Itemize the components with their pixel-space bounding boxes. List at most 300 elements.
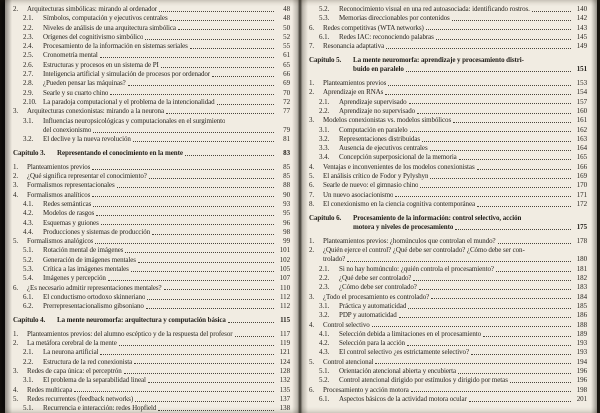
page-number: 143 [576, 23, 587, 32]
leader-dots [458, 371, 571, 374]
entry-title: ¿Pueden pensar las máquinas? [43, 79, 126, 88]
page-number: 99 [283, 237, 290, 246]
entry-number: 2. [13, 5, 19, 13]
leader-dots [496, 269, 571, 272]
entry-number: 7. [309, 190, 315, 199]
entry-number: 2. [309, 88, 315, 97]
toc-entry-line [309, 98, 587, 107]
page-number: 178 [576, 236, 587, 245]
page-number: 72 [283, 97, 290, 106]
page-number: 182 [576, 274, 587, 283]
toc-entry-line [13, 14, 290, 23]
page-number: 169 [576, 172, 587, 181]
entry-title: Memorias direccionables por contenidos [339, 14, 450, 23]
page-number: 117 [279, 329, 290, 338]
leader-dots [145, 37, 274, 40]
toc-entry-line [309, 395, 587, 404]
toc-chapter-line [309, 223, 587, 232]
entry-title: Orientación atencional abierta y encubierta [339, 366, 457, 375]
entry-number: 4.2. [23, 209, 34, 218]
leader-dots [477, 204, 571, 207]
toc-entry-line [309, 302, 587, 311]
page-number: 65 [283, 60, 290, 69]
leader-dots [430, 148, 571, 151]
entry-number: 3.3. [319, 144, 330, 153]
page-number: 88 [283, 181, 290, 190]
leader-dots [385, 92, 571, 95]
entry-number: 5.1. [319, 366, 330, 375]
page-number: 175 [576, 223, 587, 232]
leader-dots [166, 111, 274, 114]
leader-dots [138, 260, 274, 263]
page-number: 124 [279, 357, 290, 366]
leader-dots [95, 241, 274, 244]
leader-dots [149, 176, 274, 179]
page-number: 170 [576, 181, 587, 190]
leader-dots [164, 287, 274, 290]
toc-entry-line [309, 200, 587, 209]
entry-title: Orígenes del cognitivismo simbólico [43, 32, 144, 41]
page-number: 163 [576, 134, 587, 143]
entry-number: 1. [309, 236, 315, 245]
leader-dots [147, 297, 274, 300]
page-number: 48 [283, 5, 290, 13]
leader-dots [410, 129, 571, 132]
leader-dots [161, 65, 274, 68]
entry-title: Control atencional [323, 357, 374, 366]
entry-title: Inteligencia artificial y simulación de procesos por ordenador [43, 70, 211, 79]
entry-title: Redes multicapa [27, 385, 73, 394]
toc-entry-line [309, 107, 587, 116]
leader-dots [455, 227, 571, 230]
entry-number: 6. [309, 23, 315, 32]
leader-dots [117, 185, 274, 188]
toc-entry-line [309, 311, 587, 320]
leader-dots [430, 176, 571, 179]
entry-number: 5.3. [23, 265, 34, 274]
entry-title: Aprendizaje supervisado [339, 97, 407, 106]
page-number: 164 [576, 144, 587, 153]
entry-number: 5.1. [23, 246, 34, 255]
page-number: 93 [283, 199, 290, 208]
page-number: 121 [279, 348, 290, 357]
entry-number: 2.2. [319, 274, 330, 283]
toc-entry-line [13, 24, 290, 33]
leader-dots [92, 167, 274, 170]
entry-title: Planteamientos previos: del alumno escéptico y de la respuesta del profesor [27, 329, 233, 338]
leader-dots [498, 241, 571, 244]
page-number: 70 [283, 88, 290, 97]
toc-entry-line [13, 209, 290, 218]
leader-dots [131, 269, 274, 272]
leader-dots [399, 315, 571, 318]
toc-entry-line [309, 24, 587, 33]
entry-number: 5. [309, 172, 315, 181]
toc-entry-line [13, 348, 290, 357]
entry-title: Concepción superposicional de la memoria [339, 153, 457, 162]
toc-entry-line [309, 274, 587, 283]
entry-number: 2.1. [319, 264, 330, 273]
entry-title: Selección debida a limitaciones en el procesamiento [339, 329, 482, 338]
entry-number: 6. [13, 283, 19, 292]
leader-dots [386, 46, 571, 49]
entry-number: 5.2. [23, 255, 34, 264]
leader-dots [235, 334, 275, 337]
entry-title: Modelos de rasgos [43, 209, 95, 218]
page-number: 61 [283, 51, 290, 60]
entry-title: Niveles de análisis de una arquitectura simbólica [43, 23, 176, 32]
leader-dots [406, 69, 571, 72]
entry-number: 5.2. [319, 376, 330, 385]
entry-title: Aprendizaje no supervisado [339, 106, 416, 115]
entry-title: Modelos conexionistas vs. modelos simbólicos [323, 116, 452, 125]
toc-entry-line [13, 274, 290, 283]
page-number: 95 [283, 209, 290, 218]
leader-dots [212, 74, 274, 77]
page-number: 112 [279, 302, 290, 311]
entry-title: Resonancia adaptativa [323, 42, 385, 51]
entry-number: 3. [13, 107, 19, 116]
toc-entry-line [13, 219, 290, 228]
entry-title: Estructuras y procesos en un sistema de PI [43, 60, 159, 69]
entry-number: 3. [309, 292, 315, 301]
page-number: 145 [576, 32, 587, 41]
toc-page-left [13, 0, 290, 413]
entry-number: 3.1. [23, 116, 34, 125]
entry-number: 2.10. [23, 97, 37, 106]
leader-dots [108, 278, 274, 281]
entry-number: 7. [309, 42, 315, 51]
entry-number: 2.9. [23, 88, 34, 97]
entry-number: 6.1. [319, 394, 330, 403]
entry-number: 2.3. [319, 283, 330, 292]
entry-number: 1. [13, 162, 19, 171]
toc-entry-line [13, 51, 290, 60]
entry-number: 5. [13, 394, 19, 403]
leader-dots [395, 194, 571, 197]
leader-dots [510, 380, 571, 383]
toc-entry-line [13, 200, 290, 209]
leader-dots [178, 27, 274, 30]
entry-title: Rotación mental de imágenes [43, 246, 124, 255]
page-number: 96 [283, 218, 290, 227]
entry-number: 3. [13, 366, 19, 375]
entry-number: 3.2. [23, 135, 34, 144]
leader-dots [74, 389, 274, 392]
toc-entry-line [309, 237, 587, 246]
toc-entry-line [13, 126, 290, 135]
page-number: 101 [279, 246, 290, 255]
entry-number: 6.1. [319, 32, 330, 41]
toc-entry-line [309, 172, 587, 181]
toc-entry-line [309, 79, 587, 88]
entry-title: Procesamiento de la información: control selectivo, acción [353, 213, 522, 222]
toc-entry-line [309, 265, 587, 274]
entry-number: 2.7. [23, 70, 34, 79]
chapter-label: Capítulo 6. [309, 213, 342, 222]
entry-title: Esquemas y guiones [43, 218, 99, 227]
toc-entry-line [13, 358, 290, 367]
leader-dots [133, 139, 274, 142]
page-number: 138 [279, 404, 290, 413]
entry-number: 2. [13, 339, 19, 348]
leader-dots [125, 250, 274, 253]
page-number: 201 [576, 394, 587, 403]
page-number: 81 [283, 135, 290, 144]
toc-entry-line [309, 126, 587, 135]
entry-number: 1. [309, 79, 315, 88]
page-number: 165 [576, 153, 587, 162]
entry-number: 2.6. [23, 60, 34, 69]
entry-title: Aprendizaje en RNAs [323, 88, 384, 97]
page-number: 112 [279, 292, 290, 301]
toc-entry-line [309, 293, 587, 302]
page-number: 198 [576, 385, 587, 394]
entry-title: ¿Quién ejerce el control? ¿Qué debe ser controlado? ¿Cómo debe ser con- [323, 246, 525, 255]
leader-dots [185, 153, 274, 156]
entry-title: La paradoja computacional y el problema de la intencionalidad [43, 97, 215, 106]
entry-title: Ventajas e inconvenientes de los modelos conexionistas [323, 162, 475, 171]
page-number: 98 [283, 227, 290, 236]
entry-title: Redes IAC: reconociendo palabras [339, 32, 434, 41]
page-number: 77 [283, 107, 290, 116]
toc-entry-line [309, 283, 587, 292]
entry-title: Planteamientos previos [323, 79, 387, 88]
toc-entry-line [13, 293, 290, 302]
page-number: 119 [279, 339, 290, 348]
toc-chapter-line [13, 316, 290, 325]
entry-number: 8. [309, 199, 315, 208]
toc-page-right [309, 0, 587, 413]
page-number: 171 [576, 190, 587, 199]
toc-entry-line [309, 33, 587, 42]
leader-dots [228, 320, 274, 323]
entry-title: Un nuevo asociacionismo [323, 190, 394, 199]
page-number: 160 [576, 106, 587, 115]
toc-entry-line [309, 14, 587, 23]
entry-title: Estructura de la red conexionista [43, 357, 133, 366]
entry-title: Control selectivo [323, 320, 370, 329]
page-number: 162 [576, 125, 587, 134]
leader-dots [152, 232, 274, 235]
leader-dots [483, 334, 571, 337]
toc-entry-line [309, 181, 587, 190]
entry-title: Planteamientos previos [27, 162, 91, 171]
entry-number: 3.2. [319, 311, 330, 320]
page-number: 132 [279, 376, 290, 385]
chapter-label: Capítulo 3. [13, 148, 46, 157]
entry-title: Planteamientos previos: ¿homúnculos que controlan el mundo? [323, 236, 496, 245]
entry-number: 2. [13, 172, 19, 181]
leader-dots [469, 399, 571, 402]
page-number: 193 [576, 348, 587, 357]
entry-title: ¿Cómo debe ser controlado? [339, 283, 417, 292]
toc-entry-line [309, 339, 587, 348]
entry-number: 5. [13, 237, 19, 246]
toc-entry-line [13, 284, 290, 293]
page-number: 188 [576, 320, 587, 329]
entry-number: 4. [309, 320, 315, 329]
page-number: 107 [279, 274, 290, 283]
entry-title: Formalismos analógicos [27, 237, 94, 246]
toc-entry-line [13, 376, 290, 385]
toc-entry-line [309, 153, 587, 162]
page-number: 189 [576, 329, 587, 338]
entry-number: 2.8. [23, 79, 34, 88]
page-number: 66 [283, 70, 290, 79]
entry-title: Searle de nuevo: el gimnasio chino [323, 181, 419, 190]
page-number: 180 [576, 255, 587, 264]
entry-number: 1. [13, 329, 19, 338]
entry-number: 4.1. [23, 199, 34, 208]
entry-number: 5. [309, 357, 315, 366]
leader-dots [119, 343, 274, 346]
toc-entry-line [309, 386, 587, 395]
leader-dots [452, 18, 571, 21]
entry-title: El análisis crítico de Fodor y Pylyshyn [323, 172, 429, 181]
entry-number: 2.2. [319, 106, 330, 115]
page-number: 193 [576, 339, 587, 348]
chapter-label: Capítulo 5. [309, 55, 342, 64]
entry-title: ¿Es necesario admitir representaciones mentales? [27, 283, 162, 292]
entry-title: Searle y su cuarto chino [43, 88, 109, 97]
entry-number: 6. [309, 385, 315, 394]
entry-number: 3.1. [23, 376, 34, 385]
entry-title: Prerrepresentacionalismo gibsoniano [43, 302, 144, 311]
leader-dots [388, 83, 571, 86]
page-number: 90 [283, 190, 290, 199]
toc-entry-line [13, 61, 290, 70]
toc-entry-line [13, 89, 290, 98]
page-number: 196 [576, 366, 587, 375]
toc-entry-line [13, 107, 290, 116]
leader-dots [92, 194, 274, 197]
page-number: 184 [576, 292, 587, 301]
page-number: 142 [576, 14, 587, 23]
entry-title: La neurona artificial [43, 348, 99, 357]
leader-dots [436, 37, 571, 40]
toc-entry-line [309, 358, 587, 367]
entry-title: Representaciones distribuidas [339, 134, 421, 143]
toc-entry-line [13, 246, 290, 255]
entry-title: Procesamiento y acción motora [323, 385, 409, 394]
leader-dots [413, 278, 571, 281]
entry-number: 3.4. [319, 153, 330, 162]
entry-number: 2.2. [23, 357, 34, 366]
page-number: 181 [576, 264, 587, 273]
entry-title: Formalismos representacionales [27, 181, 115, 190]
leader-dots [96, 213, 274, 216]
toc-entry-line [309, 144, 587, 153]
entry-title: del conexionismo [43, 125, 92, 134]
entry-title: Selección para la acción [339, 339, 405, 348]
toc-entry-line [309, 348, 587, 357]
toc-entry-line [13, 386, 290, 395]
leader-dots [148, 380, 274, 383]
entry-title: motora y niveles de procesamiento [353, 223, 454, 232]
entry-title: trolado? [323, 255, 346, 264]
entry-number: 2.4. [23, 42, 34, 51]
leader-dots [170, 18, 274, 21]
toc-entry-line [309, 116, 587, 125]
page-number: 48 [283, 14, 290, 23]
page-number: 194 [576, 357, 587, 366]
leader-dots [124, 371, 274, 374]
toc-entry-line [13, 302, 290, 311]
toc-entry-line [309, 255, 587, 264]
entry-number: 6. [309, 181, 315, 190]
leader-dots [417, 111, 571, 114]
entry-title: El conexionismo en la ciencia cognitiva contemporánea [323, 199, 476, 208]
entry-title: buido en paralelo [353, 65, 404, 74]
entry-title: Arquitecturas conexionistas: mirando a la neurona [27, 107, 165, 116]
leader-dots [110, 92, 274, 95]
leader-dots [347, 259, 571, 262]
toc-entry-line [13, 70, 290, 79]
entry-number: 4.1. [319, 329, 330, 338]
toc-chapter-line [13, 149, 290, 158]
entry-title: El problema de la separabilidad lineal [43, 376, 146, 385]
entry-number: 2.1. [23, 14, 34, 23]
page-gutter-shadow [292, 0, 308, 413]
entry-title: Redes semánticas [43, 199, 92, 208]
toc-entry-line [13, 228, 290, 237]
entry-title: PDP y automaticidad [339, 311, 397, 320]
page-number: 69 [283, 79, 290, 88]
entry-number: 3.2. [319, 134, 330, 143]
entry-number: 4.3. [23, 218, 34, 227]
leader-dots [375, 361, 571, 364]
toc-entry-line [13, 172, 290, 181]
entry-title: Cronometría mental [43, 51, 98, 60]
entry-title: Representando el conocimiento en la mente [57, 148, 183, 157]
page-number: 157 [576, 97, 587, 106]
toc-entry-line [13, 163, 290, 172]
toc-entry-line [13, 256, 290, 265]
page-number: 135 [279, 385, 290, 394]
entry-number: 2.2. [23, 23, 34, 32]
page-number: 137 [279, 394, 290, 403]
toc-entry-line [309, 376, 587, 385]
entry-number: 2. [309, 246, 315, 255]
toc-entry-line [309, 135, 587, 144]
entry-title: El conductismo ortodoxo skinneriano [43, 292, 146, 301]
leader-dots [134, 361, 274, 364]
entry-number: 4.2. [319, 339, 330, 348]
leader-dots [146, 306, 274, 309]
page-number: 52 [283, 32, 290, 41]
leader-dots [431, 296, 571, 299]
entry-title: ¿Qué significa representar el conocimiento? [27, 172, 147, 181]
page-number: 154 [576, 88, 587, 97]
toc-entry-line [13, 181, 290, 190]
leader-dots [100, 352, 274, 355]
leader-dots [372, 324, 571, 327]
entry-number: 3. [13, 181, 19, 190]
toc-entry-line [13, 191, 290, 200]
entry-number: 4. [13, 190, 19, 199]
entry-number: 2.1. [319, 97, 330, 106]
toc-entry-line [309, 367, 587, 376]
leader-dots [422, 139, 571, 142]
leader-dots [471, 352, 571, 355]
toc-entry-line [13, 367, 290, 376]
entry-title: Redes recurrentes (feedback networks) [27, 394, 134, 403]
toc-entry-line [13, 135, 290, 144]
entry-title: Procesamiento de la información en sistemas seriales [43, 42, 188, 51]
entry-title: Computación en paralelo [339, 125, 408, 134]
leader-dots [477, 167, 571, 170]
